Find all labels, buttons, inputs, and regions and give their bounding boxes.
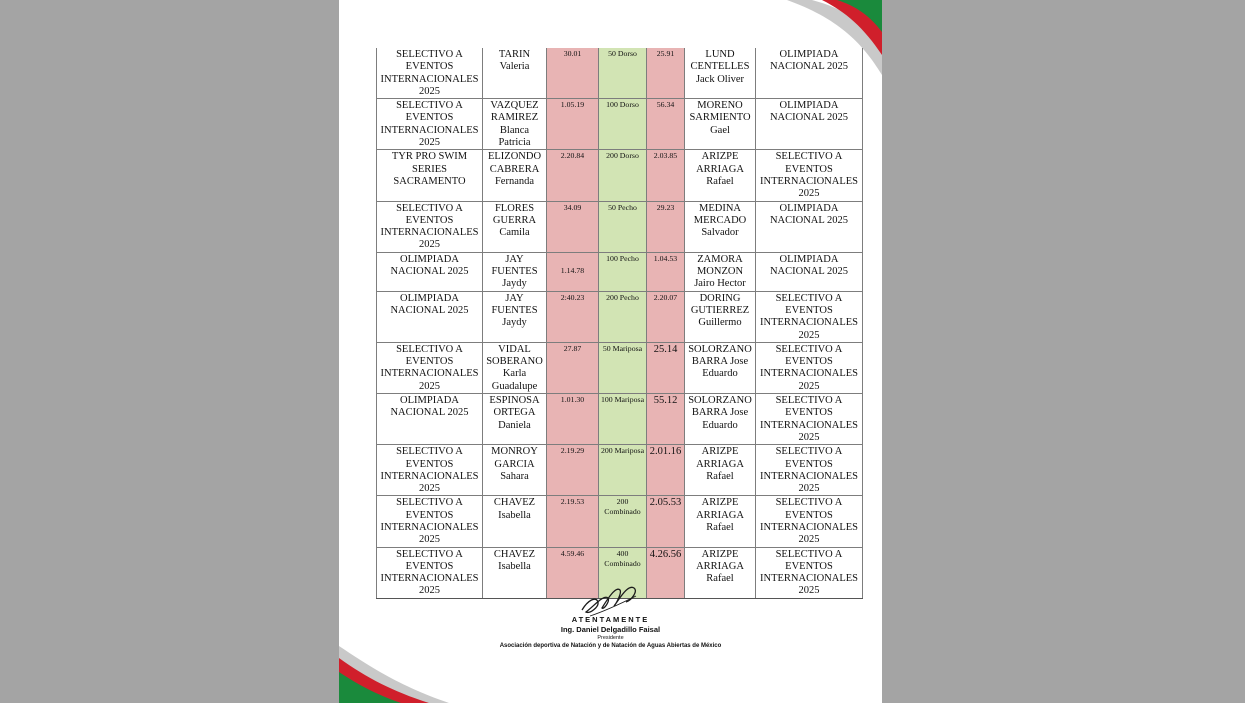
men-time-cell: 55.12 — [647, 394, 685, 445]
results-table — [376, 48, 863, 599]
event-origin-cell: SELECTIVO A EVENTOS INTERNACIONALES 2025 — [377, 201, 483, 252]
men-name-cell: ZAMORA MONZON Jairo Hector — [685, 252, 756, 291]
signer-name: Ing. Daniel Delgadillo Faisal — [560, 625, 661, 634]
event-origin-cell: SELECTIVO A EVENTOS INTERNACIONALES 2025 — [377, 445, 483, 496]
event-cell: 200 Pecho — [599, 291, 647, 342]
men-time-cell: 2.05.53 — [647, 496, 685, 547]
women-name-cell: FLORES GUERRA Camila — [483, 201, 547, 252]
table-row — [377, 150, 863, 201]
women-name-cell: ELIZONDO CABRERA Fernanda — [483, 150, 547, 201]
men-event-origin-cell: SELECTIVO A EVENTOS INTERNACIONALES 2025 — [756, 547, 863, 598]
women-time-cell: 34.09 — [547, 201, 599, 252]
men-event-origin-cell: OLIMPIADA NACIONAL 2025 — [756, 48, 863, 99]
table-row — [377, 445, 863, 496]
women-name-cell: VAZQUEZ RAMIREZ Blanca Patricia — [483, 99, 547, 150]
event-origin-cell: TYR PRO SWIM SERIES SACRAMENTO — [377, 150, 483, 201]
men-event-origin-cell: OLIMPIADA NACIONAL 2025 — [756, 99, 863, 150]
event-cell: 400 Combinado — [599, 547, 647, 598]
men-event-origin-cell: SELECTIVO A EVENTOS INTERNACIONALES 2025 — [756, 150, 863, 201]
men-time-cell: 4.26.56 — [647, 547, 685, 598]
event-cell: 100 Dorso — [599, 99, 647, 150]
men-event-origin-cell: SELECTIVO A EVENTOS INTERNACIONALES 2025 — [756, 445, 863, 496]
men-name-cell: ARIZPE ARRIAGA Rafael — [685, 496, 756, 547]
women-name-cell: CHAVEZ Isabella — [483, 547, 547, 598]
men-event-origin-cell: SELECTIVO A EVENTOS INTERNACIONALES 2025 — [756, 496, 863, 547]
table-row — [377, 99, 863, 150]
men-event-origin-cell: OLIMPIADA NACIONAL 2025 — [756, 252, 863, 291]
handwritten-signature — [576, 576, 646, 620]
women-name-cell: JAY FUENTES Jaydy — [483, 291, 547, 342]
women-time-cell: 1.05.19 — [547, 99, 599, 150]
event-origin-cell: OLIMPIADA NACIONAL 2025 — [377, 252, 483, 291]
event-origin-cell: SELECTIVO A EVENTOS INTERNACIONALES 2025 — [377, 496, 483, 547]
event-cell: 200 Dorso — [599, 150, 647, 201]
table-row — [377, 394, 863, 445]
men-name-cell: SOLORZANO BARRA Jose Eduardo — [685, 394, 756, 445]
women-name-cell: VIDAL SOBERANO Karla Guadalupe — [483, 342, 547, 393]
men-name-cell: LUND CENTELLES Jack Oliver — [685, 48, 756, 99]
event-cell: 200 Mariposa — [599, 445, 647, 496]
signer-role: Presidente — [597, 635, 624, 641]
women-time-cell: 27.87 — [547, 342, 599, 393]
men-name-cell: ARIZPE ARRIAGA Rafael — [685, 445, 756, 496]
table-row — [377, 201, 863, 252]
women-time-cell: 2.20.84 — [547, 150, 599, 201]
women-time-cell: 1.01.30 — [547, 394, 599, 445]
men-event-origin-cell: OLIMPIADA NACIONAL 2025 — [756, 201, 863, 252]
men-time-cell: 2.03.85 — [647, 150, 685, 201]
men-time-cell: 25.91 — [647, 48, 685, 99]
women-time-cell: 30.01 — [547, 48, 599, 99]
table-row — [377, 291, 863, 342]
men-event-origin-cell: SELECTIVO A EVENTOS INTERNACIONALES 2025 — [756, 291, 863, 342]
men-name-cell: SOLORZANO BARRA Jose Eduardo — [685, 342, 756, 393]
women-name-cell: ESPINOSA ORTEGA Daniela — [483, 394, 547, 445]
women-name-cell: MONROY GARCIA Sahara — [483, 445, 547, 496]
event-origin-cell: OLIMPIADA NACIONAL 2025 — [377, 394, 483, 445]
women-time-cell: 4.59.46 — [547, 547, 599, 598]
men-name-cell: MORENO SARMIENTO Gael — [685, 99, 756, 150]
women-name-cell: TARIN Valeria — [483, 48, 547, 99]
event-cell: 100 Mariposa — [599, 394, 647, 445]
table-row — [377, 252, 863, 291]
event-origin-cell: OLIMPIADA NACIONAL 2025 — [377, 291, 483, 342]
event-cell: 50 Dorso — [599, 48, 647, 99]
closing-salutation: ATENTAMENTE — [571, 615, 650, 624]
men-event-origin-cell: SELECTIVO A EVENTOS INTERNACIONALES 2025 — [756, 394, 863, 445]
signature-block — [339, 576, 882, 649]
women-time-cell: 1.14.78 — [547, 252, 599, 291]
men-time-cell: 25.14 — [647, 342, 685, 393]
men-time-cell: 29.23 — [647, 201, 685, 252]
event-cell: 200 Combinado — [599, 496, 647, 547]
event-origin-cell: SELECTIVO A EVENTOS INTERNACIONALES 2025 — [377, 99, 483, 150]
women-time-cell: 2:40.23 — [547, 291, 599, 342]
men-name-cell: MEDINA MERCADO Salvador — [685, 201, 756, 252]
women-time-cell: 2.19.53 — [547, 496, 599, 547]
organization-name: Asociación deportiva de Natación y de Natación de Aguas Abiertas de México — [499, 643, 722, 649]
event-cell: 50 Mariposa — [599, 342, 647, 393]
women-name-cell: CHAVEZ Isabella — [483, 496, 547, 547]
men-time-cell: 2.01.16 — [647, 445, 685, 496]
table-row — [377, 342, 863, 393]
event-origin-cell: SELECTIVO A EVENTOS INTERNACIONALES 2025 — [377, 48, 483, 99]
event-cell: 100 Pecho — [599, 252, 647, 291]
men-name-cell: ARIZPE ARRIAGA Rafael — [685, 547, 756, 598]
event-cell: 50 Pecho — [599, 201, 647, 252]
men-time-cell: 2.20.07 — [647, 291, 685, 342]
table-row — [377, 496, 863, 547]
men-time-cell: 56.34 — [647, 99, 685, 150]
men-event-origin-cell: SELECTIVO A EVENTOS INTERNACIONALES 2025 — [756, 342, 863, 393]
women-name-cell: JAY FUENTES Jaydy — [483, 252, 547, 291]
men-time-cell: 1.04.53 — [647, 252, 685, 291]
event-origin-cell: SELECTIVO A EVENTOS INTERNACIONALES 2025 — [377, 342, 483, 393]
document-page — [339, 0, 882, 703]
men-name-cell: ARIZPE ARRIAGA Rafael — [685, 150, 756, 201]
table-row — [377, 48, 863, 99]
women-time-cell: 2.19.29 — [547, 445, 599, 496]
men-name-cell: DORING GUTIERREZ Guillermo — [685, 291, 756, 342]
event-origin-cell: SELECTIVO A EVENTOS INTERNACIONALES 2025 — [377, 547, 483, 598]
